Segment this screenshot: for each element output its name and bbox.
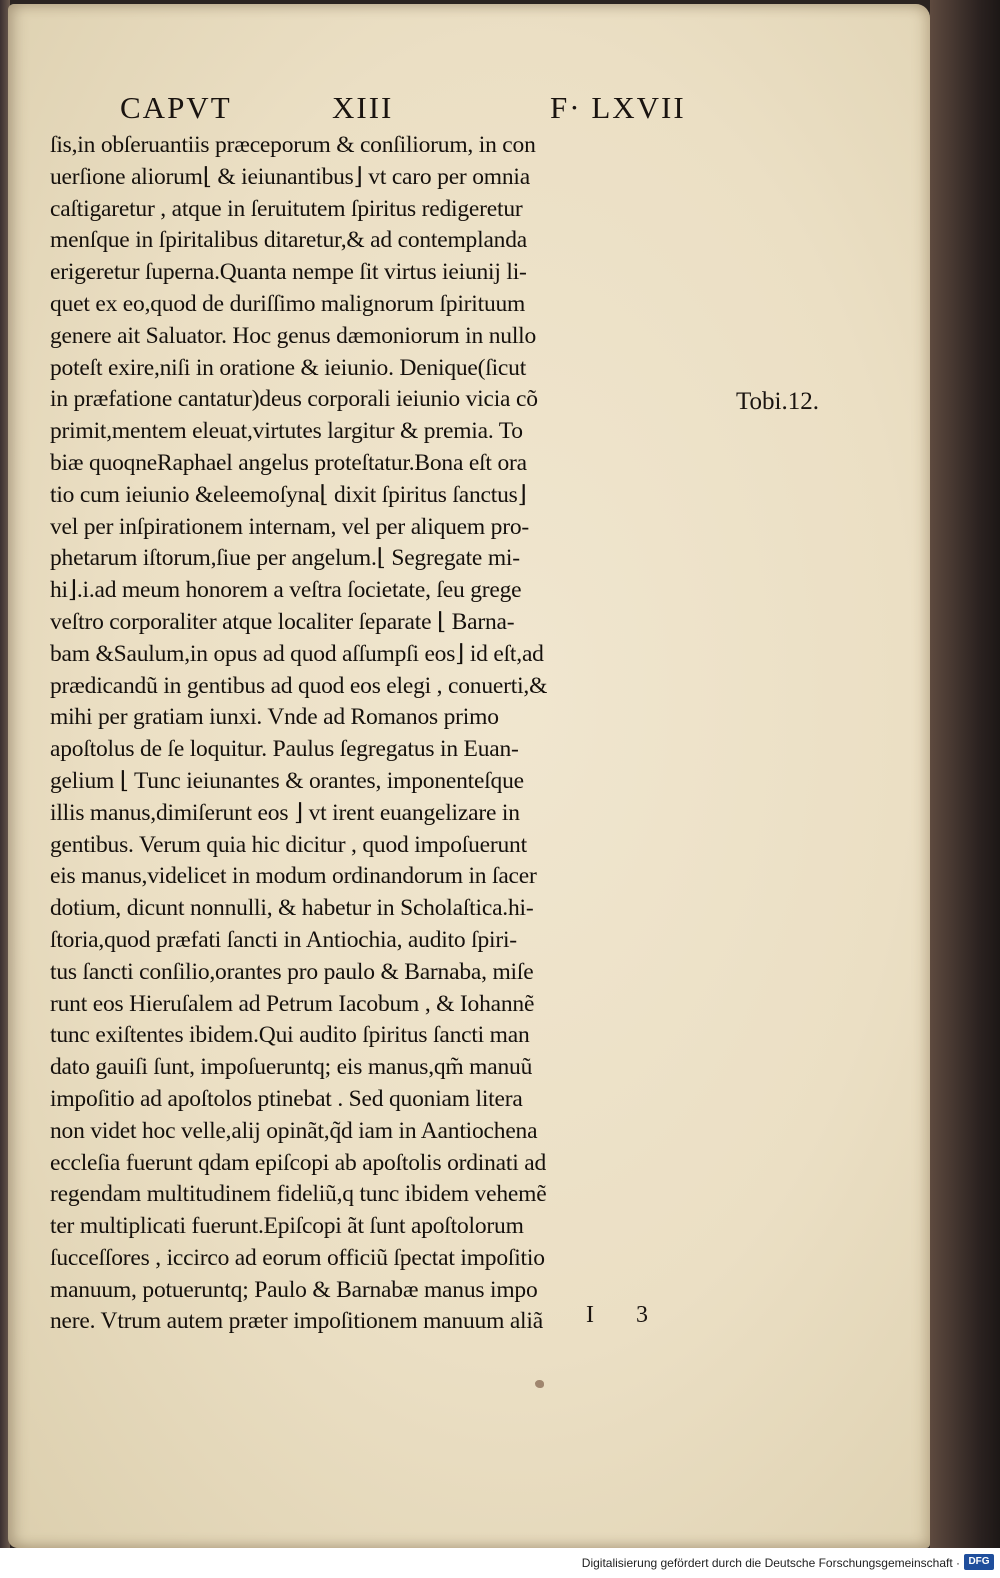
text-line: gelium ⌊ Tunc ieiunantes & orantes, imponenteſque: [50, 767, 524, 794]
text-line: primit,mentem eleuat,virtutes largitur & premia. To: [50, 418, 523, 445]
text-line: hi⌋.i.ad meum honorem a veſtra ſocietate, ſeu grege: [50, 577, 522, 604]
text-line: ſtoria,quod præfati ſancti in Antiochia, audito ſpiri-: [50, 926, 517, 953]
text-line: prædicandũ in gentibus ad quod eos elegi , conuerti,&: [50, 672, 548, 699]
text-line: in præfatione cantatur)deus corporali ieiunio vicia cõ: [50, 386, 538, 413]
marginal-note: Tobi.12.: [736, 388, 819, 415]
text-line: caſtigaretur , atque in ſeruitutem ſpiritus redigeretur: [50, 195, 523, 222]
header-chapter-number: XIII: [332, 90, 394, 125]
footer-bar: [0, 1548, 1000, 1578]
text-line: gentibus. Verum quia hic dicitur , quod impoſuerunt: [50, 831, 527, 858]
text-line: ſucceſſores , iccirco ad eorum officiũ ſpectat impoſitio: [50, 1244, 545, 1271]
text-line: eis manus,videlicet in modum ordinandorum in ſacer: [50, 863, 537, 890]
text-line: mihi per gratiam iunxi. Vnde ad Romanos primo: [50, 704, 499, 731]
text-line: uerſione aliorum⌊ & ieiunantibus⌋ vt caro per omnia: [50, 163, 530, 190]
ink-spot: [535, 1380, 544, 1388]
text-line: veſtro corporaliter atque localiter ſeparate ⌊ Barna-: [50, 608, 515, 635]
text-line: bam &Saulum,in opus ad quod aſſumpſi eos⌋ id eſt,ad: [50, 640, 544, 667]
text-line: apoſtolus de ſe loquitur. Paulus ſegregatus in Euan-: [50, 736, 519, 763]
text-line: tunc exiſtentes ibidem.Qui audito ſpiritus ſancti man: [50, 1022, 530, 1049]
text-line: dato gauiſi ſunt, impoſueruntq; eis manus,qm̃ manuũ: [50, 1054, 533, 1081]
scan-right-edge: [930, 0, 1000, 1548]
text-line: tus ſancti conſilio,orantes pro paulo & Barnaba, miſe: [50, 958, 534, 985]
text-line: manuum, potueruntq; Paulo & Barnabæ manus impo: [50, 1276, 538, 1303]
text-line: nere. Vtrum autem præter impoſitionem manuum aliã: [50, 1308, 543, 1335]
dfg-logo: DFG: [964, 1554, 994, 1570]
text-line: dotium, dicunt nonnulli, & habetur in Scholaſtica.hi-: [50, 895, 534, 922]
text-line: erigeretur ſuperna.Quanta nempe ſit virtus ieiunij li-: [50, 259, 527, 286]
text-line: phetarum iſtorum,ſiue per angelum.⌊ Segregate mi-: [50, 545, 520, 572]
text-line: tio cum ieiunio &eleemoſyna⌊ dixit ſpiritus ſanctus⌋: [50, 481, 527, 508]
header-folio: F· LXVII: [550, 90, 686, 125]
header-chapter: CAPVT: [120, 90, 232, 125]
text-line: menſque in ſpiritalibus ditaretur,& ad contemplanda: [50, 227, 528, 254]
text-line: illis manus,dimiſerunt eos ⌋ vt irent euangelizare in: [50, 799, 520, 826]
text-line: poteſt exire,niſi in oratione & ieiunio. Denique(ſicut: [50, 354, 527, 381]
text-line: vel per inſpirationem internam, vel per aliquem pro-: [50, 513, 530, 540]
text-line: genere ait Saluator. Hoc genus dæmoniorum in nullo: [50, 322, 537, 349]
text-line: non videt hoc velle,alij opinãt,q̃d iam in Aantiochena: [50, 1117, 538, 1144]
text-line: impoſitio ad apoſtolos ptinebat . Sed quoniam litera: [50, 1085, 523, 1112]
body-text: [50, 130, 730, 1338]
funding-notice: Digitalisierung gefördert durch die Deutsche Forschungsgemeinschaft ·: [581, 1556, 960, 1570]
text-line: runt eos Hieruſalem ad Petrum Iacobum , & Iohannẽ: [50, 990, 535, 1017]
text-line: eccleſia fuerunt qdam epiſcopi ab apoſtolis ordinati ad: [50, 1149, 547, 1176]
text-line: regendam multitudinem fideliũ,q tunc ibidem vehemẽ: [50, 1181, 547, 1208]
text-line: ter multiplicati fuerunt.Epiſcopi ãt ſunt apoſtolorum: [50, 1213, 524, 1240]
signature-mark: I 3: [586, 1302, 666, 1328]
text-line: biæ quoqneRaphael angelus proteſtatur.Bona eſt ora: [50, 449, 527, 476]
text-line: ſis,in obſeruantiis præceporum & conſiliorum, in con: [50, 132, 536, 158]
text-line: quet ex eo,quod de duriſſimo malignorum ſpirituum: [50, 290, 526, 317]
